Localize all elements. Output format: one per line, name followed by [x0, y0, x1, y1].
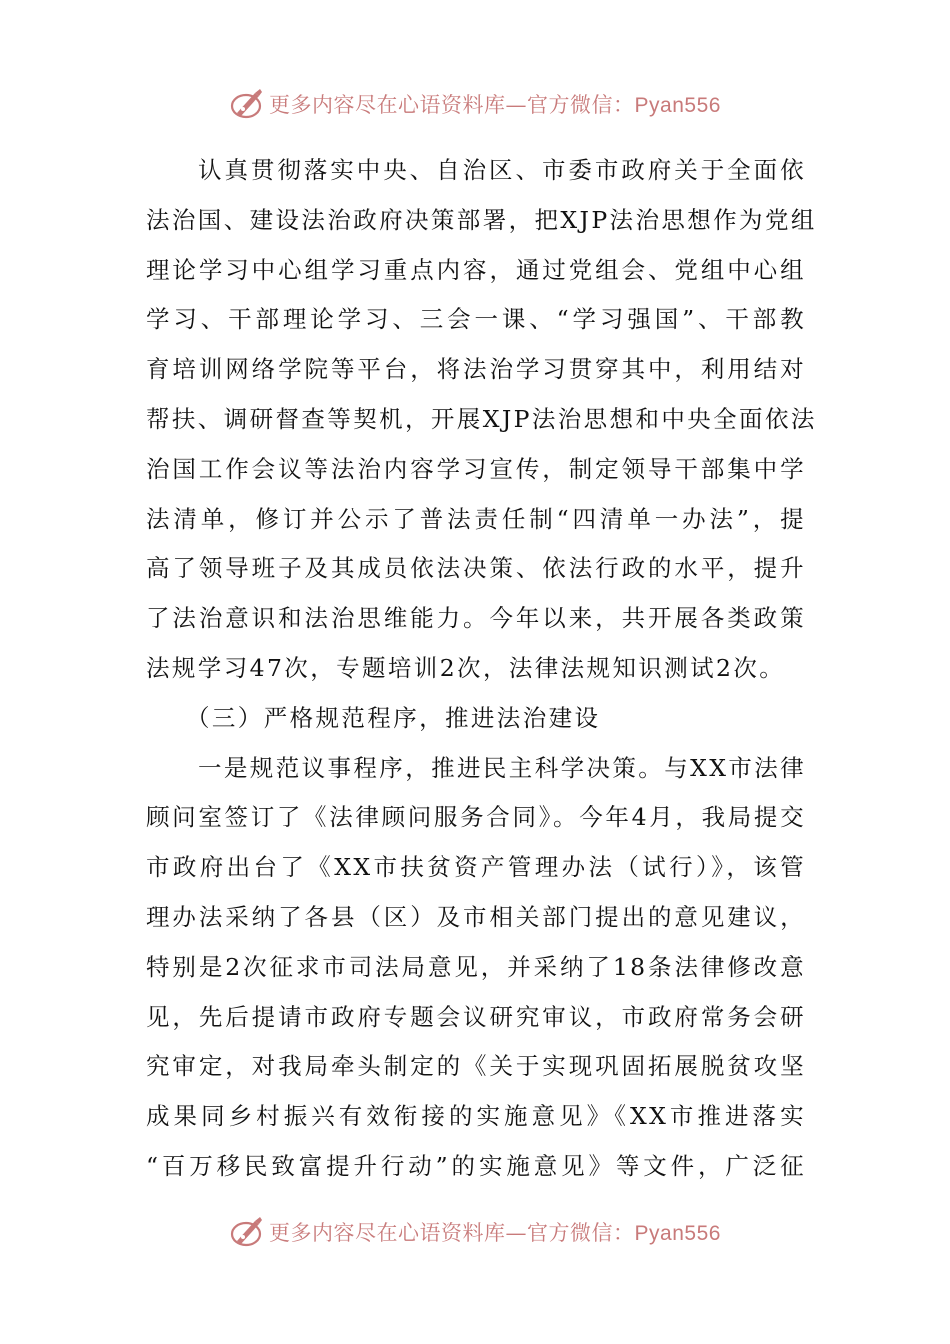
text-line: 高了领导班子及其成员依法决策、依法行政的水平，提升 — [146, 554, 806, 583]
watermark-wechat-id: Pyan556 — [634, 94, 721, 117]
pen-nib-logo-icon — [229, 1215, 265, 1249]
watermark-text — [269, 89, 721, 119]
header-watermark-banner — [0, 82, 950, 126]
text-line: “百万移民致富提升行动”的实施意见》等文件，广泛征 — [146, 1151, 806, 1180]
text-line: 见，先后提请市政府专题会议研究审议，市政府常务会研 — [146, 1002, 806, 1031]
text-line: 究审定，对我局牵头制定的《关于实现巩固拓展脱贫攻坚 — [146, 1052, 806, 1081]
text-line: 了法治意识和法治思维能力。今年以来，共开展各类政策 — [146, 604, 806, 633]
document-body — [146, 146, 817, 1192]
paragraph-2 — [146, 744, 806, 1192]
paragraph-1 — [146, 146, 817, 694]
text-line: 学习、干部理论学习、三会一课、“学习强国”、干部教 — [146, 305, 806, 334]
text-line: 育培训网络学院等平台，将法治学习贯穿其中，利用结对 — [146, 355, 806, 384]
text-line: 帮扶、调研督查等契机，开展XJP法治思想和中央全面依法 — [146, 404, 817, 433]
text-line: 认真贯彻落实中央、自治区、市委市政府关于全面依 — [198, 156, 806, 184]
text-line: 顾问室签订了《法律顾问服务合同》。今年4月，我局提交 — [146, 803, 806, 832]
footer-watermark-banner — [0, 1210, 950, 1254]
text-line: 市政府出台了《XX市扶贫资产管理办法（试行）》，该管 — [146, 853, 806, 882]
text-line: 一是规范议事程序，推进民主科学决策。与XX市法律 — [198, 753, 807, 782]
text-line: 法清单，修订并公示了普法责任制“四清单一办法”，提 — [146, 504, 806, 533]
text-line: 治国工作会议等法治内容学习宣传，制定领导干部集中学 — [146, 454, 806, 483]
text-line: 成果同乡村振兴有效衔接的实施意见》《XX市推进落实 — [146, 1102, 806, 1131]
text-line: 法规学习47次，专题培训2次，法律法规知识测试2次。 — [146, 653, 786, 682]
text-line: 理办法采纳了各县（区）及市相关部门提出的意见建议， — [146, 902, 806, 931]
watermark-wechat-id: Pyan556 — [634, 1222, 721, 1245]
pen-nib-logo-icon — [229, 87, 265, 121]
watermark-text — [269, 1217, 721, 1247]
text-line: 法治国、建设法治政府决策部署，把XJP法治思想作为党组 — [146, 205, 817, 234]
text-line: 理论学习中心组学习重点内容，通过党组会、党组中心组 — [146, 255, 806, 284]
section-heading: （三）严格规范程序，推进法治建设 — [186, 703, 601, 732]
watermark-prefix: 更多内容尽在心语资料库—官方微信： — [269, 93, 635, 117]
text-line: 特别是2次征求市司法局意见，并采纳了18条法律修改意 — [146, 952, 806, 981]
watermark-prefix: 更多内容尽在心语资料库—官方微信： — [269, 1221, 635, 1245]
